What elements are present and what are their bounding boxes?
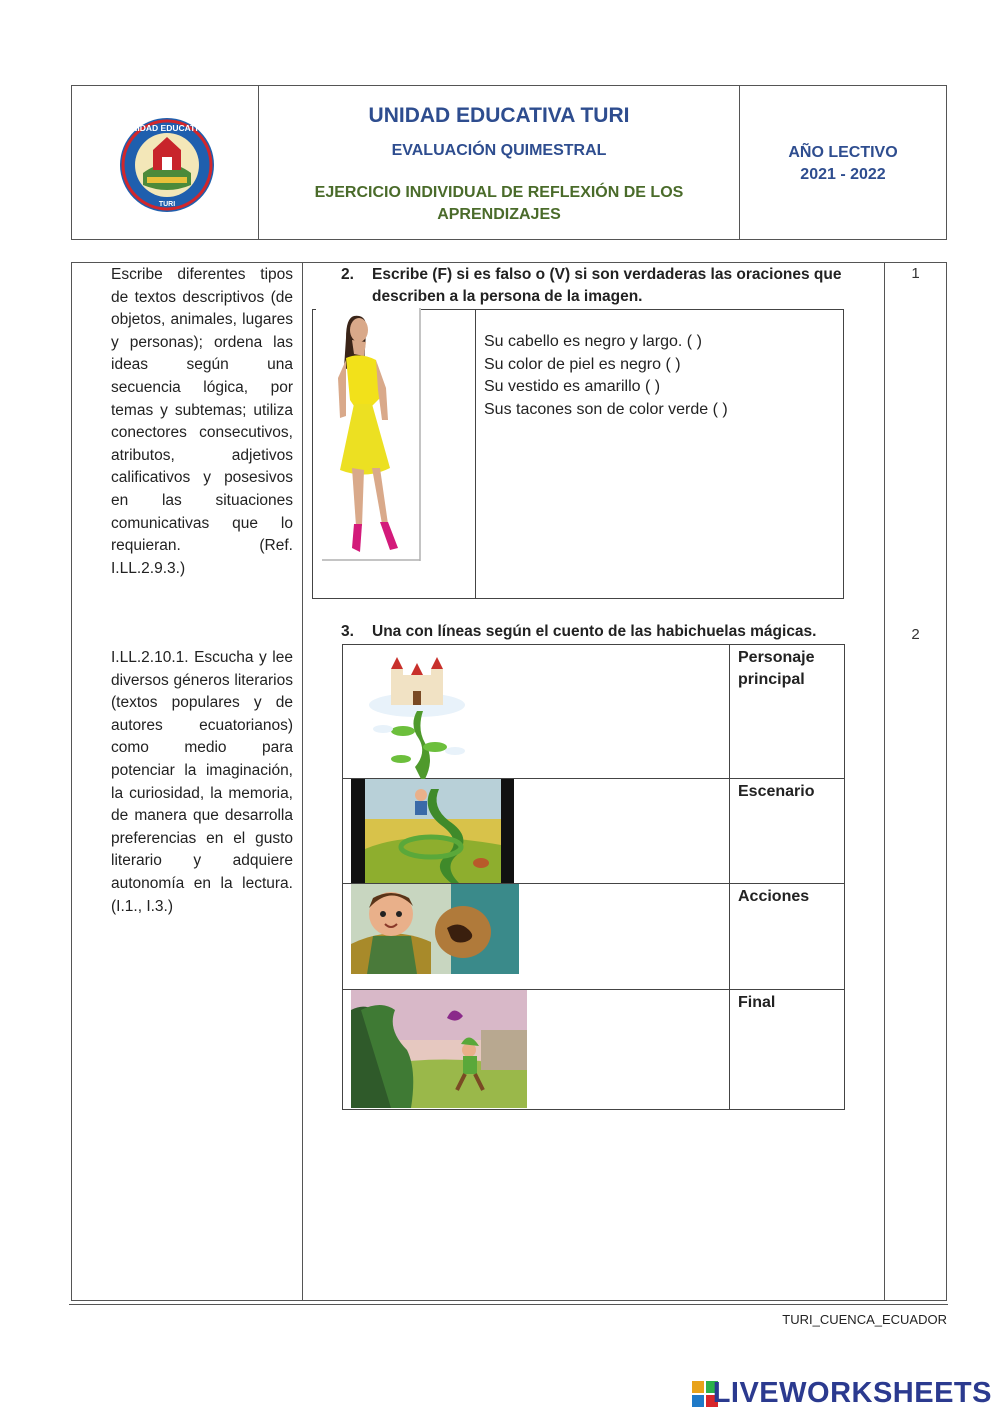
exercise-title [299,182,699,226]
logo-cell [72,86,259,239]
q3-row-character [343,645,844,779]
footer-location: TURI_CUENCA_ECUADOR [782,1312,947,1327]
woman-yellow-dress-image [316,308,421,563]
title-cell [259,86,740,239]
main-table [71,262,947,1301]
statement-1: Su cabello es negro y largo. ( ) [484,333,702,350]
school-name: UNIDAD EDUCATIVA TURI [368,104,630,127]
question-3-title [341,621,861,643]
statement-2: Su color de piel es negro ( ) [484,356,681,373]
woman-image-cell [313,310,476,598]
questions-column [303,263,885,1300]
question-2-box [312,309,844,599]
question-3-table [342,644,845,1110]
boy-running-from-beanstalk-image [351,990,527,1108]
question-2-number: 2. [341,266,354,283]
label-main-character: Personaje principal [729,645,844,778]
criteria-column [72,263,303,1300]
label-actions: Acciones [729,884,844,989]
exercise-title-line2: APRENDIZAJES [437,206,561,223]
year-label: AÑO LECTIVO [788,144,898,161]
footer-divider [69,1304,948,1305]
boy-climbing-beanstalk-image [351,779,514,883]
question-3-text: Una con líneas según el cuento de las habichuelas mágicas. [372,623,817,640]
question-3-number: 3. [341,623,354,640]
liveworksheets-brand [692,1375,992,1411]
statement-3: Su vestido es amarillo ( ) [484,378,661,395]
label-ending: Final [729,990,844,1110]
logo-text-top: UNIDAD EDUCATIVA [125,123,209,133]
beanstalk-castle-image [363,655,473,779]
score-question-2: 1 [911,265,920,282]
q3-row-setting [343,779,844,884]
logo-text-bottom: TURI [158,201,176,208]
brand-name: LIVEWORKSHEETS [712,1377,992,1409]
score-question-3: 2 [911,626,920,643]
q3-row-actions [343,884,844,990]
boy-with-bag-image [351,884,519,974]
question-2-text: Escribe (F) si es falso o (V) si son verdaderas las oraciones que describen a la persona de la imagen. [372,266,842,305]
criterion-1: Escribe diferentes tipos de textos descriptivos (de objetos, animales, lugares y personas); ordena las ideas según una secuencia lógica, por temas y subtemas; utiliza conectores consecutivos, atributos, adjetivos calificativos y posesivos en las situaciones comunicativas que lo requieran. (Ref. I.LL.2.9.3.) [111,266,293,577]
year-cell [740,86,946,239]
q3-row-ending [343,990,844,1110]
criterion-2: I.LL.2.10.1. Escucha y lee diversos géneros literarios (textos populares y de autores ecuatorianos) como medio para potenciar la imaginación, la curiosidad, la memoria, de manera que desarrolla preferencias en el gusto literario y adquiere autonomía en la lectura. (I.1., I.3.) [111,649,293,915]
school-year [740,142,946,186]
label-setting: Escenario [729,779,844,883]
exercise-title-line1: EJERCICIO INDIVIDUAL DE REFLEXIÓN DE LOS [314,184,684,201]
year-value: 2021 - 2022 [800,166,886,183]
school-logo [117,115,217,215]
statement-4: Sus tacones son de color verde ( ) [484,401,728,418]
score-column [885,263,946,1300]
question-2-title [341,264,861,308]
evaluation-title: EVALUACIÓN QUIMESTRAL [391,142,607,159]
header-table [71,85,947,240]
